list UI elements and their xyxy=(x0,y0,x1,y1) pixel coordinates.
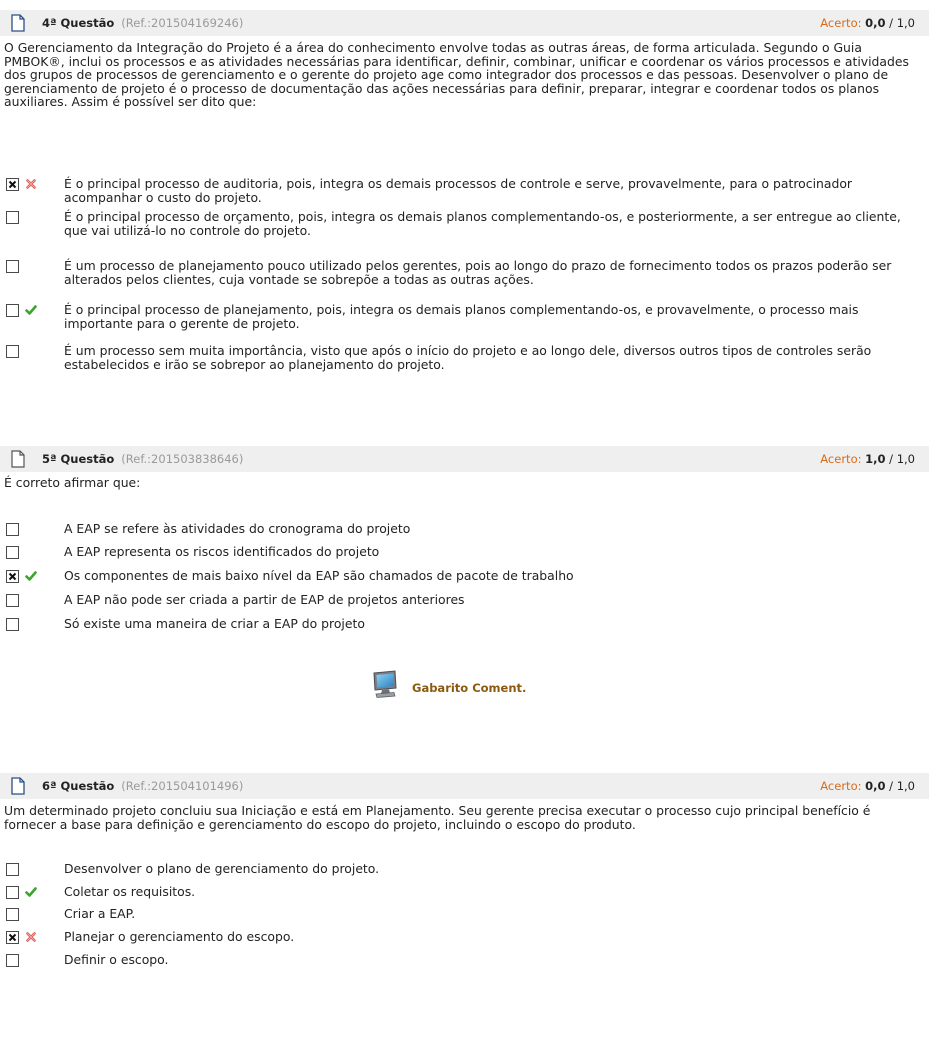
x-checkbox-icon xyxy=(7,932,18,943)
question-statement: Um determinado projeto concluiu sua Iniciação e está em Planejamento. Seu gerente precisa executar o processo cujo principal benefício é fornecer a base para definição e gerenciamento do escopo do projeto, incluindo o escopo do produto. xyxy=(4,803,871,832)
question-title xyxy=(42,452,243,466)
score xyxy=(820,452,915,466)
option-checkbox[interactable] xyxy=(6,523,19,536)
option-text: Definir o escopo. xyxy=(64,952,169,967)
option-checkbox[interactable] xyxy=(6,954,19,967)
x-checkbox-icon xyxy=(7,179,18,190)
score-label: Acerto: xyxy=(820,779,862,793)
question-statement: É correto afirmar que: xyxy=(4,475,141,490)
question-header xyxy=(0,446,929,472)
option-text: É um processo sem muita importância, visto que após o início do projeto e ao longo dele, diversos outros tipos de controles serão estabelecidos e irão se sobrepor ao planejamento do projeto. xyxy=(64,343,872,372)
score-value: 0,0 xyxy=(865,779,886,793)
option-checkbox[interactable] xyxy=(6,304,19,317)
score-label: Acerto: xyxy=(820,16,862,30)
question-header xyxy=(0,10,929,36)
option-checkbox[interactable] xyxy=(6,546,19,559)
option-checkbox[interactable] xyxy=(6,178,19,191)
question-title xyxy=(42,16,243,30)
option-text: Criar a EAP. xyxy=(64,906,136,921)
score-total: / 1,0 xyxy=(885,16,915,30)
score-total: / 1,0 xyxy=(885,779,915,793)
score-label: Acerto: xyxy=(820,452,862,466)
option-checkbox[interactable] xyxy=(6,886,19,899)
option-checkbox[interactable] xyxy=(6,618,19,631)
option-text: A EAP não pode ser criada a partir de EAP de projetos anteriores xyxy=(64,592,465,607)
score xyxy=(820,779,915,793)
score xyxy=(820,16,915,30)
option-text: Desenvolver o plano de gerenciamento do projeto. xyxy=(64,861,380,876)
score-value: 1,0 xyxy=(865,452,886,466)
option-checkbox[interactable] xyxy=(6,211,19,224)
option-text: Planejar o gerenciamento do escopo. xyxy=(64,929,295,944)
gabarito-link[interactable] xyxy=(371,669,571,699)
option-text: Coletar os requisitos. xyxy=(64,884,196,899)
option-text: É o principal processo de orçamento, pois, integra os demais planos complementando-os, e posteriormente, a ser entregue ao cliente, que vai utilizá-lo no controle do projeto. xyxy=(64,209,901,238)
question-statement: O Gerenciamento da Integração do Projeto é a área do conhecimento envolve todas as outras áreas, de forma articulada. Segundo o Guia PMBOK®, inclui os processos e as atividades necessárias para identificar, definir, combinar, unificar e coordenar os vários processos e atividades dos grupos de processos de gerenciamento e o gerente do projeto age como integrador dos processos e das pessoas. Desenvolver o plano de gerenciamento de projeto é o processo de documentação das ações necessárias para definir, preparar, integrar e coordenar todos os planos auxiliares. Assim é possível ser dito que: xyxy=(4,40,909,109)
green-check-icon xyxy=(25,570,37,582)
option-checkbox[interactable] xyxy=(6,863,19,876)
green-check-icon xyxy=(25,304,37,316)
option-text: Os componentes de mais baixo nível da EAP são chamados de pacote de trabalho xyxy=(64,568,574,583)
score-total: / 1,0 xyxy=(885,452,915,466)
monitor-icon xyxy=(371,669,401,699)
option-checkbox[interactable] xyxy=(6,345,19,358)
question-ref: (Ref.:201504101496) xyxy=(121,779,244,793)
option-checkbox[interactable] xyxy=(6,260,19,273)
x-checkbox-icon xyxy=(7,571,18,582)
option-text: É o principal processo de auditoria, pois, integra os demais processos de controle e serve, provavelmente, para o patrocinador acompanhar o custo do projeto. xyxy=(64,176,853,205)
question-header xyxy=(0,773,929,799)
question-number: 4ª Questão xyxy=(42,16,115,30)
option-text: A EAP representa os riscos identificados do projeto xyxy=(64,544,380,559)
option-text: É o principal processo de planejamento, pois, integra os demais planos complementando-os, e provavelmente, o processo mais importante para o gerente de projeto. xyxy=(64,302,859,331)
question-number: 5ª Questão xyxy=(42,452,115,466)
option-checkbox[interactable] xyxy=(6,570,19,583)
red-x-icon xyxy=(25,931,37,943)
question-ref: (Ref.:201504169246) xyxy=(121,16,244,30)
option-text: É um processo de planejamento pouco utilizado pelos gerentes, pois ao longo do prazo de fornecimento todos os prazos poderão ser alterados pelos clientes, cuja vontade se sobrepõe a todas as outras ações. xyxy=(64,258,892,287)
red-x-icon xyxy=(25,178,37,190)
option-text: A EAP se refere às atividades do cronograma do projeto xyxy=(64,521,411,536)
score-value: 0,0 xyxy=(865,16,886,30)
page-icon xyxy=(10,777,26,795)
option-checkbox[interactable] xyxy=(6,908,19,921)
option-checkbox[interactable] xyxy=(6,931,19,944)
option-text: Só existe uma maneira de criar a EAP do projeto xyxy=(64,616,365,631)
question-number: 6ª Questão xyxy=(42,779,115,793)
page-icon xyxy=(10,450,26,468)
question-title xyxy=(42,779,243,793)
green-check-icon xyxy=(25,886,37,898)
option-checkbox[interactable] xyxy=(6,594,19,607)
page-icon xyxy=(10,14,26,32)
gabarito-label: Gabarito Coment. xyxy=(412,681,527,695)
question-ref: (Ref.:201503838646) xyxy=(121,452,244,466)
